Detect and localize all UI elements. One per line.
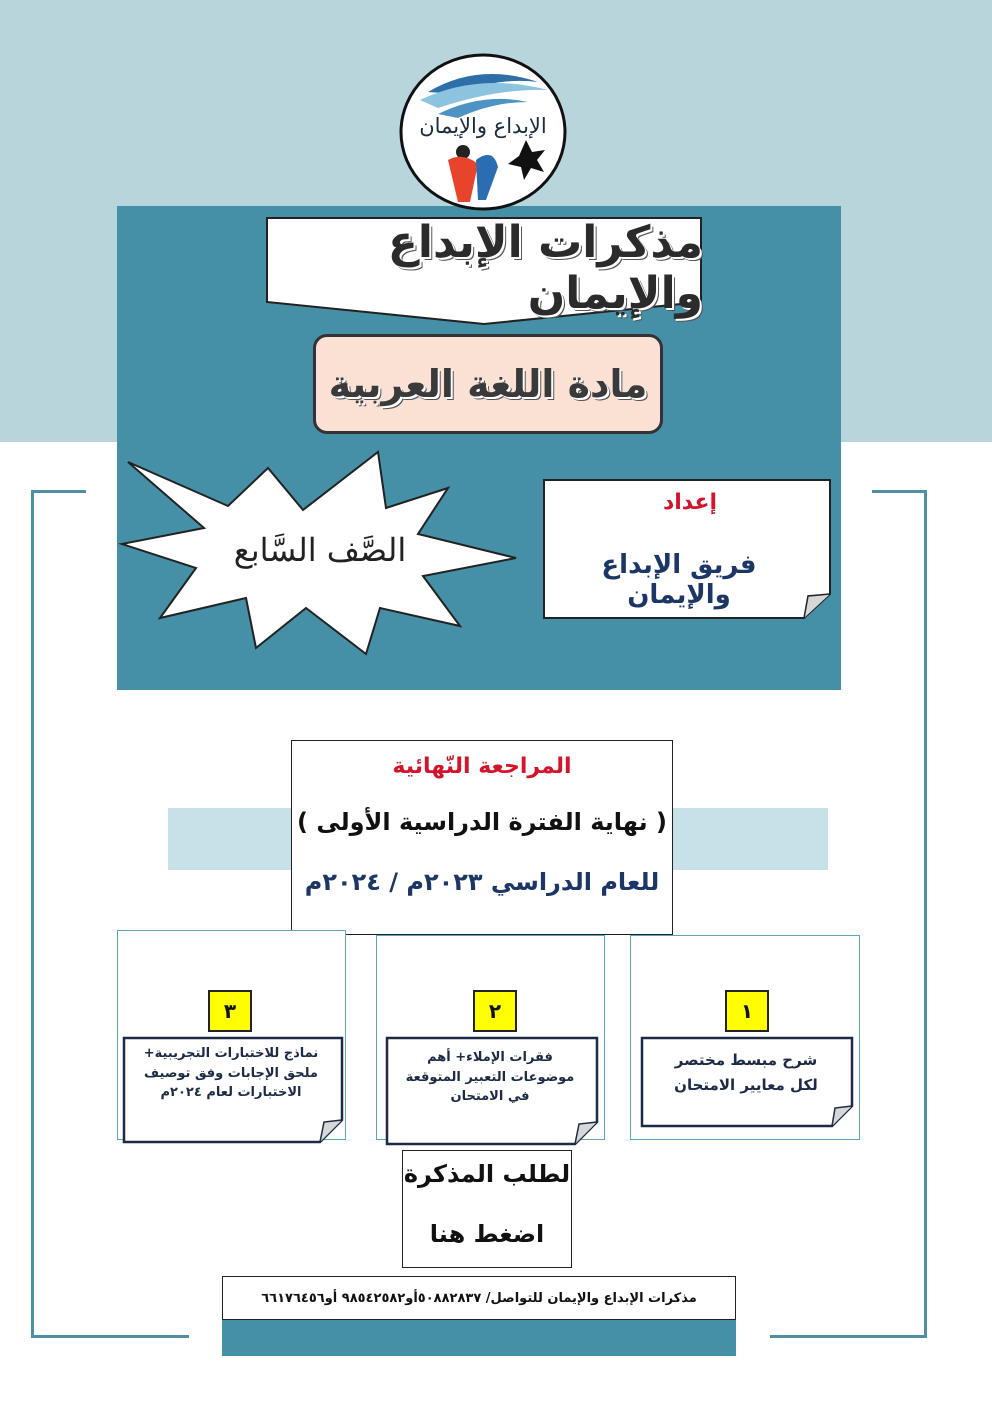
- feature-1-line-2: لكل معايير الامتحان: [674, 1075, 818, 1094]
- order-line-2[interactable]: اضغط هنا: [429, 1220, 545, 1248]
- feature-number-3: ٣: [208, 990, 252, 1032]
- order-line-1[interactable]: لطلب المذكرة: [403, 1160, 571, 1188]
- feature-text-1: [648, 1048, 844, 1098]
- preparation-label: إعداد: [662, 490, 718, 515]
- feature-2-line-1: فقرات الإملاء+ أهم: [427, 1050, 553, 1065]
- frame-right-bottom: [770, 1335, 927, 1338]
- review-period: ( نهاية الفترة الدراسية الأولى ): [297, 808, 667, 836]
- frame-left-side: [31, 490, 34, 1338]
- feature-number-2: ٢: [473, 990, 517, 1032]
- preparation-team: فريق الإبداع والإيمان: [601, 550, 757, 610]
- feature-3-line-1: نماذج للاختبارات التجريبية+: [143, 1046, 319, 1061]
- main-title: مذكرات الإبداع والإيمان: [387, 217, 703, 319]
- contact-info: مذكرات الإبداع والإيمان للتواصل/ ٥٠٨٨٢٨٣٧أو٩٨٥٤٢٥٨٢ أو٦٦١٧٦٤٥٦: [222, 1276, 736, 1320]
- feature-3-line-2: ملحق الإجابات وفق توصيف: [144, 1065, 318, 1081]
- review-title: المراجعة النّهائية: [392, 754, 572, 779]
- feature-text-3: [128, 1044, 334, 1103]
- feature-1-line-1: شرح مبسط مختصر: [674, 1051, 818, 1069]
- grade-label: الصَّف السَّابع: [233, 531, 407, 569]
- footer-bar: [222, 1320, 736, 1356]
- feature-2-line-3: في الامتحان: [450, 1089, 530, 1104]
- logo-text: الإبداع والإيمان: [419, 114, 547, 138]
- feature-3-line-3: الاختبارات لعام ٢٠٢٤م: [160, 1085, 302, 1100]
- feature-text-2: [392, 1048, 588, 1107]
- frame-left-top: [31, 490, 86, 493]
- subject-title: مادة اللغة العربية: [313, 334, 663, 434]
- review-year: للعام الدراسي ٢٠٢٣م / ٢٠٢٤م: [304, 868, 660, 896]
- frame-left-bottom: [31, 1335, 189, 1338]
- frame-right-top: [872, 490, 927, 493]
- feature-number-1: ١: [725, 990, 769, 1032]
- frame-right-side: [924, 490, 927, 1338]
- feature-2-line-2: موضوعات التعبير المتوقعة: [405, 1069, 575, 1085]
